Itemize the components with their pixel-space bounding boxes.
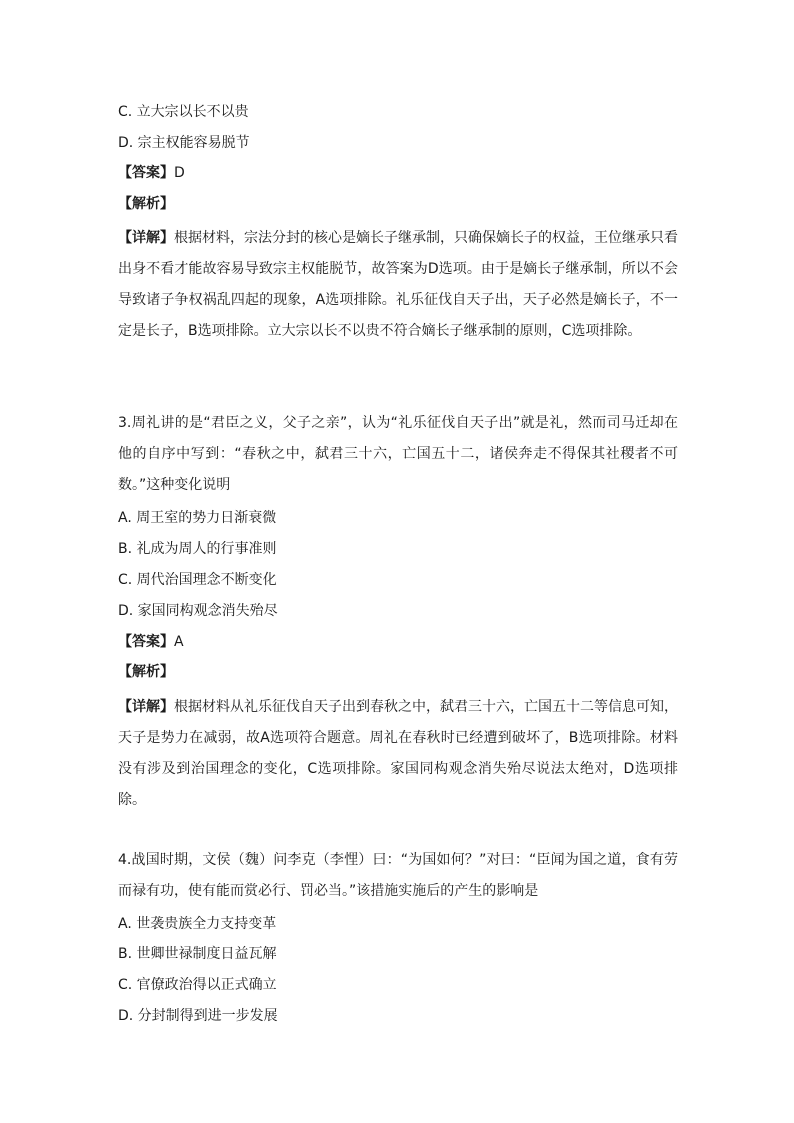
prev-option-d: D. 宗主权能容易脱节	[118, 135, 250, 151]
q4-option-a: A. 世袭贵族全力支持变革	[118, 916, 277, 932]
q3-detail	[118, 692, 678, 816]
prev-detail	[118, 223, 678, 347]
q4-option-d: D. 分封制得到进一步发展	[118, 1008, 278, 1024]
detail-text: 根据材料从礼乐征伐自天子出到春秋之中，弑君三十六，亡国五十二等信息可知，天子是势力在减弱，故A选项符合题意。周礼在春秋时已经遭到破坏了，B选项排除。材料没有涉及到治国理念的变化，C选项排除。家国同构观念消失殆尽说法太绝对，D选项排除。	[118, 699, 678, 808]
q3-option-a: A. 周王室的势力日渐衰微	[118, 510, 277, 526]
prev-option-c: C. 立大宗以长不以贵	[118, 104, 249, 120]
q3-analysis-label: 【解析】	[118, 664, 174, 680]
q3-stem: 3.周礼讲的是“君臣之义，父子之亲”，认为“礼乐征伐自天子出”就是礼，然而司马迁却在他的自序中写到：“春秋之中，弑君三十六，亡国五十二，诸侯奔走不得保其社稷者不可数。”这种变化说明	[118, 415, 678, 493]
q4-stem: 4.战国时期，文侯（魏）问李克（李悝）曰：“为国如何？”对曰：“臣闻为国之道，食有劳而禄有功，使有能而赏必行、罚必当。”该措施实施后的产生的影响是	[118, 852, 678, 899]
q3-option-b: B. 礼成为周人的行事准则	[118, 541, 277, 557]
answer-value: A	[174, 634, 184, 650]
answer-label: 【答案】	[118, 165, 174, 181]
detail-label: 【详解】	[118, 230, 174, 246]
detail-label: 【详解】	[118, 699, 174, 715]
answer-value: D	[174, 165, 185, 181]
prev-analysis-label: 【解析】	[118, 196, 174, 212]
q4-option-b: B. 世卿世禄制度日益瓦解	[118, 946, 277, 962]
q4-option-c: C. 官僚政治得以正式确立	[118, 977, 277, 993]
prev-answer	[118, 163, 185, 183]
q3-option-d: D. 家国同构观念消失殆尽	[118, 603, 278, 619]
detail-text: 根据材料，宗法分封的核心是嫡长子继承制，只确保嫡长子的权益，王位继承只看出身不看才能故容易导致宗主权能脱节，故答案为D选项。由于是嫡长子继承制，所以不会导致诸子争权祸乱四起的现象，A选项排除。礼乐征伐自天子出，天子必然是嫡长子，不一定是长子，B选项排除。立大宗以长不以贵不符合嫡长子继承制的原则，C选项排除。	[118, 230, 678, 339]
q3-answer	[118, 632, 184, 652]
answer-label: 【答案】	[118, 634, 174, 650]
q3-option-c: C. 周代治国理念不断变化	[118, 572, 277, 588]
